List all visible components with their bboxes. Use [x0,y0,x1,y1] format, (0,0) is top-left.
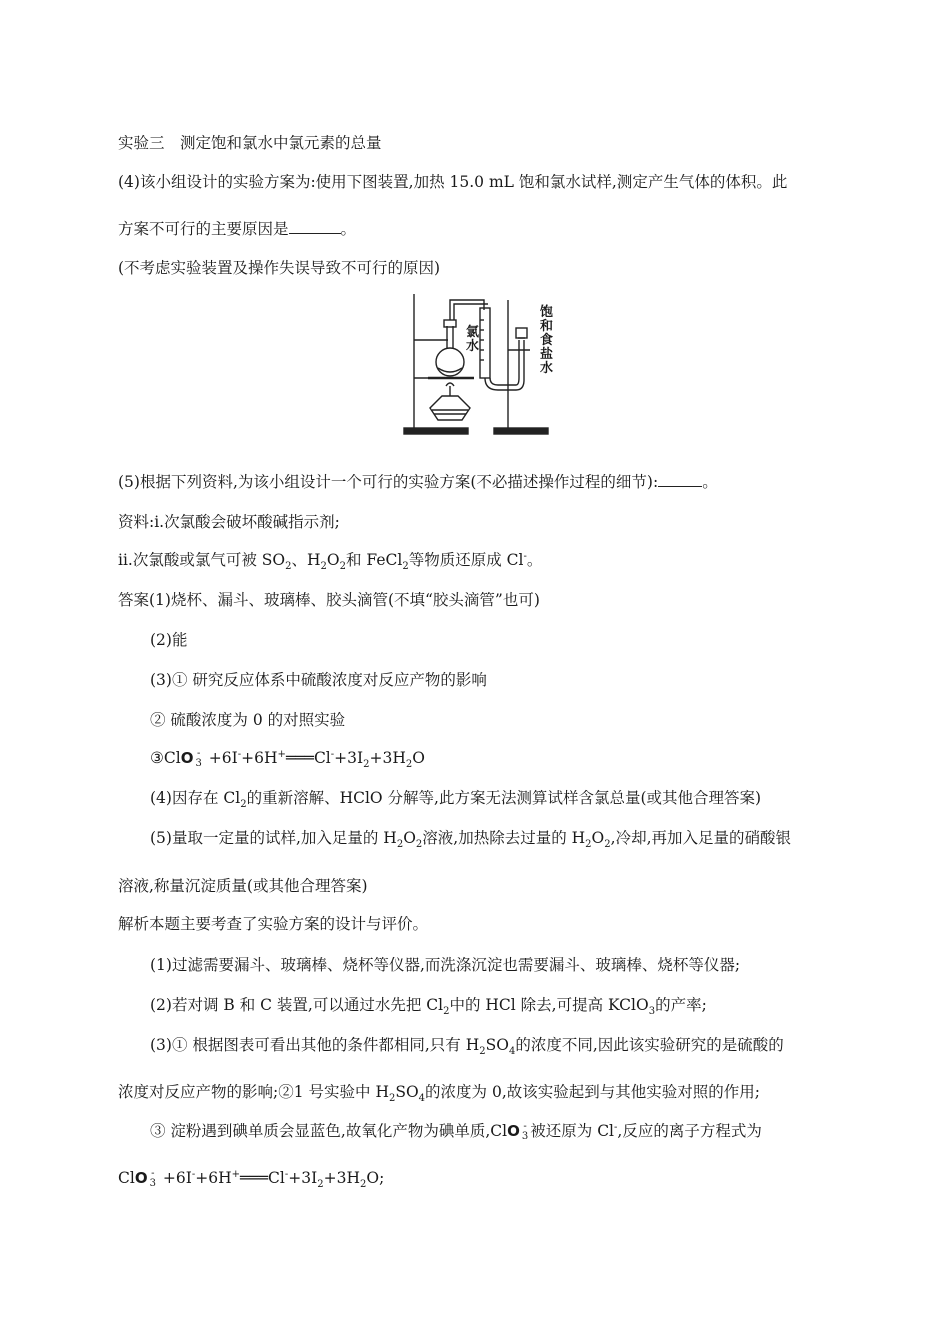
q4-line1: (4)该小组设计的实验方案为:使用下图装置,加热 15.0 mL 饱和氯水试样,测定产生气体的体积。此 [118,173,788,191]
explanation-2: (2)若对调 B 和 C 装置,可以通过水先把 $Cl_2$中的 HCl 除去,可提高 KClO$_3$的产率; [150,996,707,1018]
answer-5-line1: (5)量取一定量的试样,加入足量的 $H_2O_2$溶液,加热除去过量的 $H_2O_2$,冷却,再加入足量的硝酸银 [150,829,791,851]
answer-blank[interactable] [658,472,702,487]
answer-5-line2: 溶液,称量沉淀质量(或其他合理答案) [118,877,368,895]
q4-line2: 方案不可行的主要原因是 。 [118,220,357,238]
answer-3-2: ② 硫酸浓度为 0 的对照实验 [150,711,346,729]
answer-4: (4)因存在 $Cl_2$的重新溶解、HClO 分解等,此方案无法测算试样含氯总量(或其他合理答案) [150,789,762,811]
ref1: 资料:ⅰ.次氯酸会破坏酸碱指示剂; [118,513,340,531]
q4-note: (不考虑实验装置及操作失误导致不可行的原因) [118,259,441,277]
explanation-1: (1)过滤需要漏斗、玻璃棒、烧杯等仪器,而洗涤沉淀也需要漏斗、玻璃棒、烧杯等仪器; [150,956,741,974]
label-saturated-saline: 饱和食盐水 [540,305,554,376]
explanation-equation: ClO - 3 $+6I^-+6H^+═══Cl^-+3I_2+3H_2O$; [118,1168,385,1191]
answer-blank[interactable] [289,219,341,234]
explanation-3-line1: (3)① 根据图表可看出其他的条件都相同,只有 $H_2SO_4$的浓度不同,因此该实验研究的是硫酸的 [150,1036,784,1058]
apparatus-figure [398,290,564,440]
explanation-intro: 解析本题主要考查了实验方案的设计与评价。 [118,915,429,933]
ref2: ⅱ.次氯酸或氯气可被 $SO_2$、$H_2O_2$和 FeCl$_2$等物质还原成 Cl-。 [118,550,543,573]
q5-line: (5)根据下列资料,为该小组设计一个可行的实验方案(不必描述操作过程的细节): 。 [118,473,718,491]
label-chlorine-water: 氯水 [466,325,480,354]
answer-1: 答案(1)烧杯、漏斗、玻璃棒、胶头滴管(不填“胶头滴管”也可) [118,591,540,609]
section-title: 实验三 测定饱和氯水中氯元素的总量 [118,134,382,152]
answer-2: (2)能 [150,631,188,649]
answer-3-1: (3)① 研究反应体系中硫酸浓度对反应产物的影响 [150,671,487,689]
answer-3-3-equation: ③ClO - 3 $+6I^-+6H^+═══Cl^-+3I_2+3H_2O$ [150,748,425,771]
explanation-3-3: ③ 淀粉遇到碘单质会显蓝色,故氧化产物为碘单质,ClO - 3 被还原为 Cl-,反应的离子方程式为 [150,1121,762,1142]
explanation-3-line2: 浓度对反应产物的影响;②1 号实验中 $H_2SO_4$的浓度为 0,故该实验起到与其他实验对照的作用; [118,1083,760,1105]
